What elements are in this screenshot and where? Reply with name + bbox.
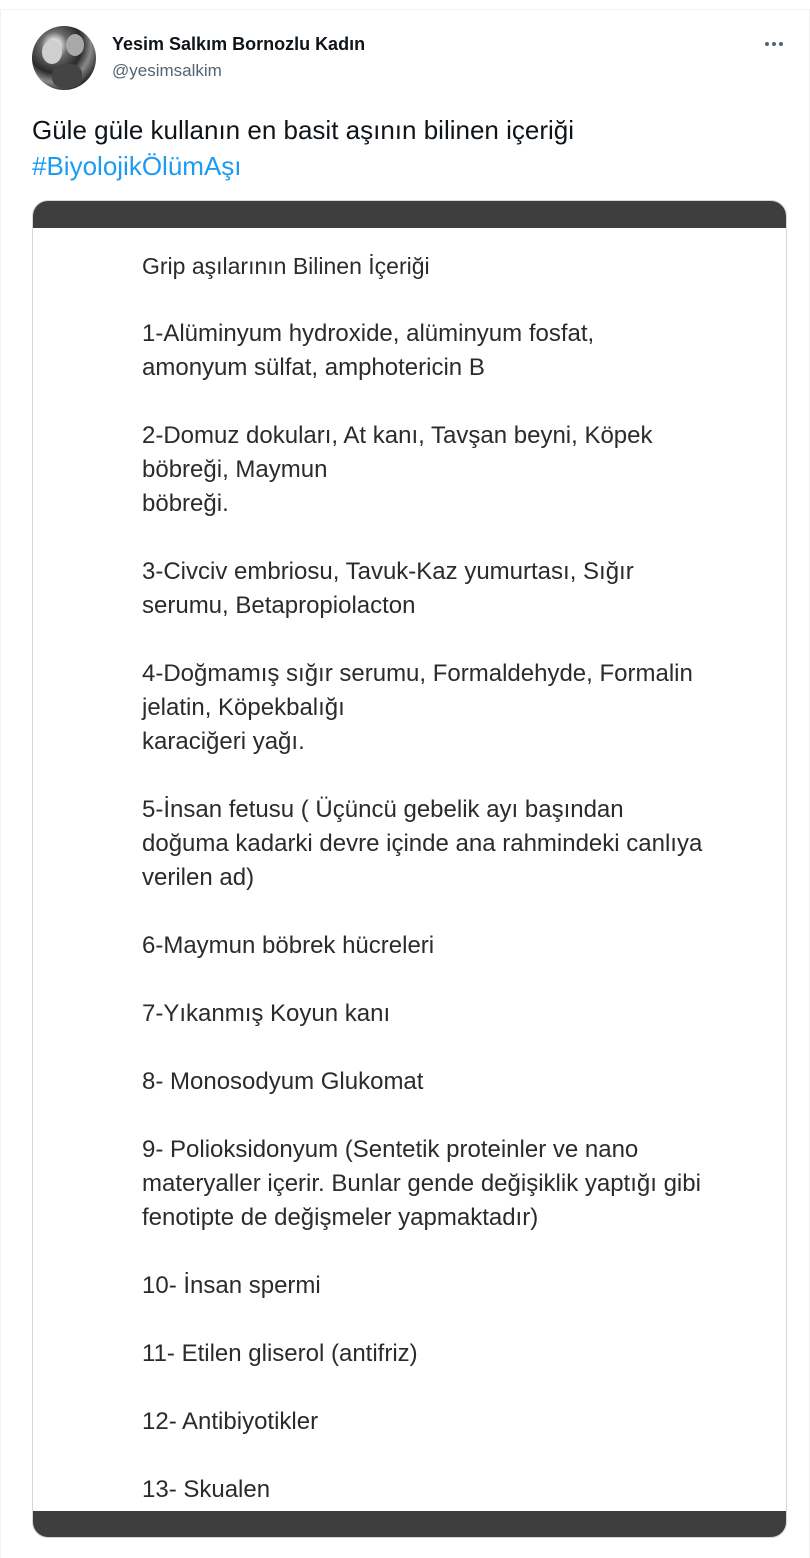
document-item [142,555,772,623]
timeline-left-border [0,9,1,1558]
document-item-line: 6-Maymun böbrek hücreleri [142,932,435,959]
document-item-line: 13- Skualen [142,1476,271,1503]
document-item-line: 10- İnsan spermi [142,1272,321,1299]
document-item-line: 7-Yıkanmış Koyun kanı [142,1000,391,1027]
document-item [142,317,772,385]
document-item-line: böbreği. [142,490,229,517]
document-item-line: böbreği, Maymun [142,456,328,483]
hashtag-link[interactable]: #BiyolojikÖlümAşı [32,151,242,181]
document-item-line: doğuma kadarki devre içinde ana rahmindeki canlıya [142,830,703,857]
document-item-line: verilen ad) [142,864,255,891]
document-item-line: 2-Domuz dokuları, At kanı, Tavşan beyni, Köpek [142,422,653,449]
document-item-line: 3-Civciv embriosu, Tavuk-Kaz yumurtası, Sığır [142,558,634,585]
document-item-line: serumu, Betapropiolacton [142,592,416,619]
document-item [142,997,772,1031]
document-item [142,1133,772,1235]
document-item-line: 9- Polioksidonyum (Sentetik proteinler ve nano [142,1136,639,1163]
more-horizontal-icon [772,42,776,46]
document-item [142,419,772,521]
more-horizontal-icon [765,42,769,46]
image-top-bar [33,201,786,228]
document-item-line: 1-Alüminyum hydroxide, alüminyum fosfat, [142,320,595,347]
document-item-line: jelatin, Köpekbalığı [142,694,345,721]
more-horizontal-icon [779,42,783,46]
document-content [142,249,772,1538]
document-item-line: materyaller içerir. Bunlar gende değişiklik yaptığı gibi [142,1170,701,1197]
document-item [142,1405,772,1439]
document-title: Grip aşılarının Bilinen İçeriği [142,253,430,279]
document-item [142,1269,772,1303]
document-item-line: 11- Etilen gliserol (antifriz) [142,1340,418,1367]
display-name[interactable]: Yesim Salkım Bornozlu Kadın [112,34,366,54]
tweet-text [32,112,772,184]
user-handle[interactable]: @yesimsalkim [112,61,222,80]
avatar-shape [42,40,62,64]
document-list [142,317,772,1507]
document-item [142,929,772,963]
document-item [142,1473,772,1507]
document-item [142,657,772,759]
timeline-top-border [0,0,810,10]
document-item-line: fenotipte de değişmeler yapmaktadır) [142,1204,539,1231]
avatar-shape [52,64,82,88]
document-item-line: 8- Monosodyum Glukomat [142,1068,424,1095]
document-item [142,793,772,895]
more-options-button[interactable] [760,30,788,58]
tweet-body: Güle güle kullanın en basit aşının bilinen içeriği [32,115,575,145]
avatar[interactable] [32,26,96,90]
image-bottom-bar [33,1511,786,1537]
document-item-line: 5-İnsan fetusu ( Üçüncü gebelik ayı başından [142,796,624,823]
document-item-line: 4-Doğmamış sığır serumu, Formaldehyde, Formalin [142,660,693,687]
document-item [142,1337,772,1371]
document-item-line: amonyum sülfat, amphotericin B [142,354,485,381]
avatar-shape [66,34,84,56]
document-item-line: karaciğeri yağı. [142,728,305,755]
document-item-line: 12- Antibiyotikler [142,1408,319,1435]
document-item [142,1065,772,1099]
tweet-media-image[interactable] [32,200,787,1538]
